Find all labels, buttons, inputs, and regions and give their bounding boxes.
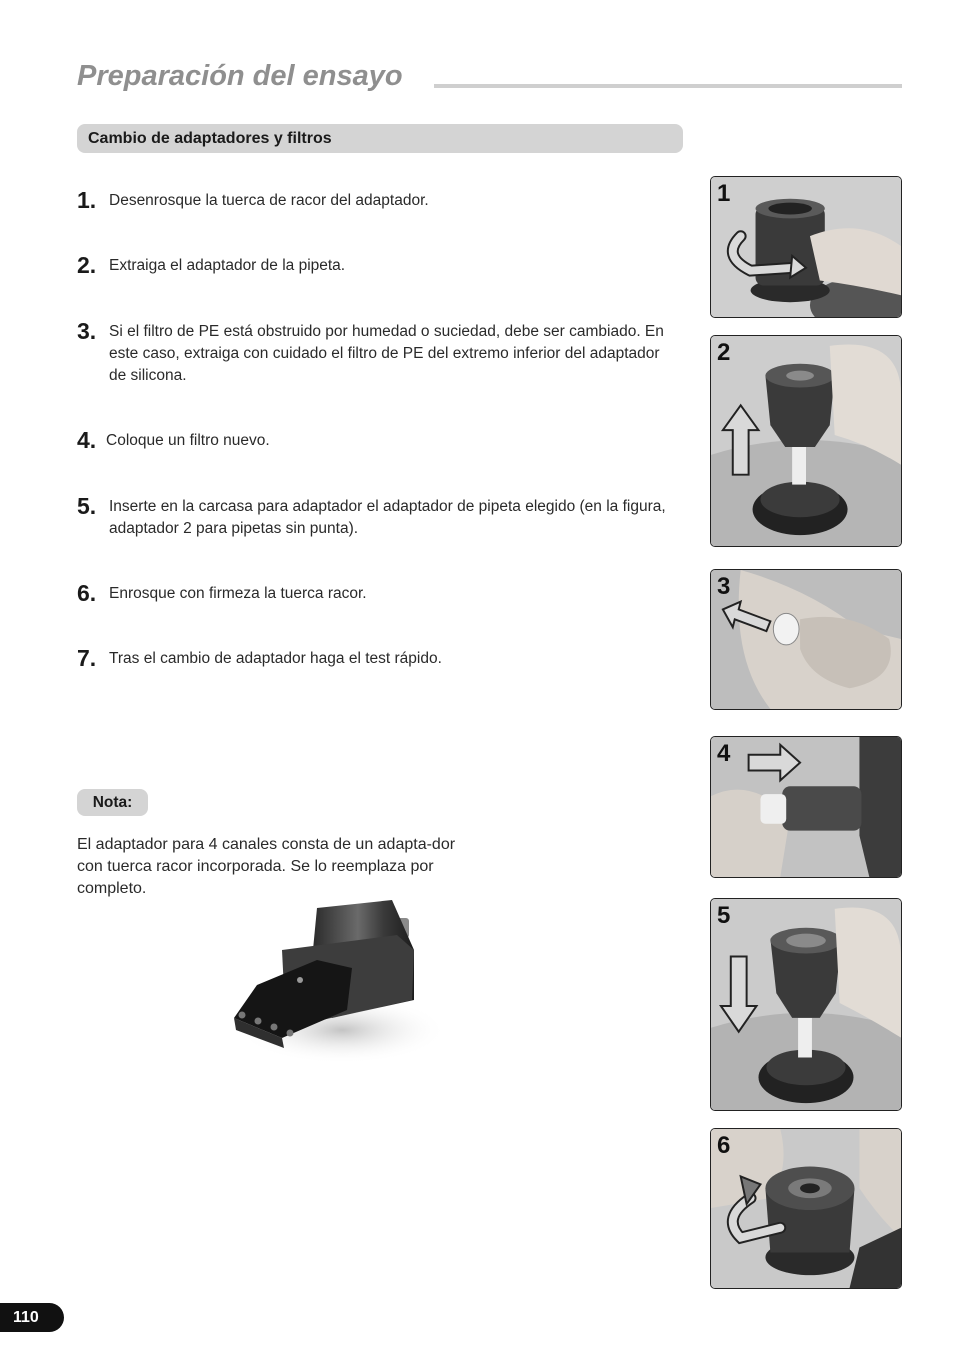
step-text: Enrosque con firmeza la tuerca racor. (109, 585, 367, 602)
step-text: Si el filtro de PE está obstruido por humedad o suciedad, debe ser cambiado. En este caso, extraiga con cuidado el filtro de PE del extremo inferior del adaptador de silicona. (109, 323, 664, 384)
photo-step-2 (710, 335, 902, 547)
step-2 (77, 253, 687, 277)
photo-step-1 (710, 176, 902, 318)
step-5 (77, 494, 687, 540)
step-number: 1. (77, 187, 97, 213)
step-number: 7. (77, 645, 97, 671)
step-text: Tras el cambio de adaptador haga el test rápido. (109, 650, 442, 667)
title-rule (434, 84, 902, 88)
photo-label: 1 (717, 180, 731, 207)
page-number-badge: 110 (0, 1303, 64, 1332)
step-text: Inserte en la carcasa para adaptador el adaptador de pipeta elegido (en la figura, adaptador 2 para pipetas sin punta). (109, 498, 666, 537)
note-text: El adaptador para 4 canales consta de un adapta-dor con tuerca racor incorporada. Se lo reemplaza por completo. (77, 836, 456, 897)
step-text: Extraiga el adaptador de la pipeta. (109, 257, 346, 274)
four-channel-adapter-image (222, 890, 447, 1068)
photo-step-5 (710, 898, 902, 1111)
page-title: Preparación del ensayo (77, 60, 403, 92)
step-3 (77, 319, 687, 387)
step-number: 2. (77, 252, 97, 278)
photo-label: 6 (717, 1132, 731, 1159)
section-heading: Cambio de adaptadores y filtros (77, 124, 683, 153)
step-number: 4. (77, 427, 97, 453)
photo-step-6 (710, 1128, 902, 1289)
step-6 (77, 581, 687, 605)
step-number: 3. (77, 318, 97, 344)
photo-label: 5 (717, 902, 731, 929)
photo-label: 3 (717, 573, 731, 600)
step-4 (77, 428, 687, 452)
step-text: Desenrosque la tuerca de racor del adaptador. (109, 192, 429, 209)
step-1 (77, 188, 687, 212)
photo-label: 4 (717, 740, 731, 767)
photo-label: 2 (717, 339, 731, 366)
step-text: Coloque un filtro nuevo. (106, 432, 270, 449)
step-number: 6. (77, 580, 97, 606)
photo-step-3 (710, 569, 902, 710)
step-7 (77, 646, 687, 670)
photo-step-4 (710, 736, 902, 878)
note-label: Nota: (77, 789, 148, 816)
step-number: 5. (77, 493, 97, 519)
